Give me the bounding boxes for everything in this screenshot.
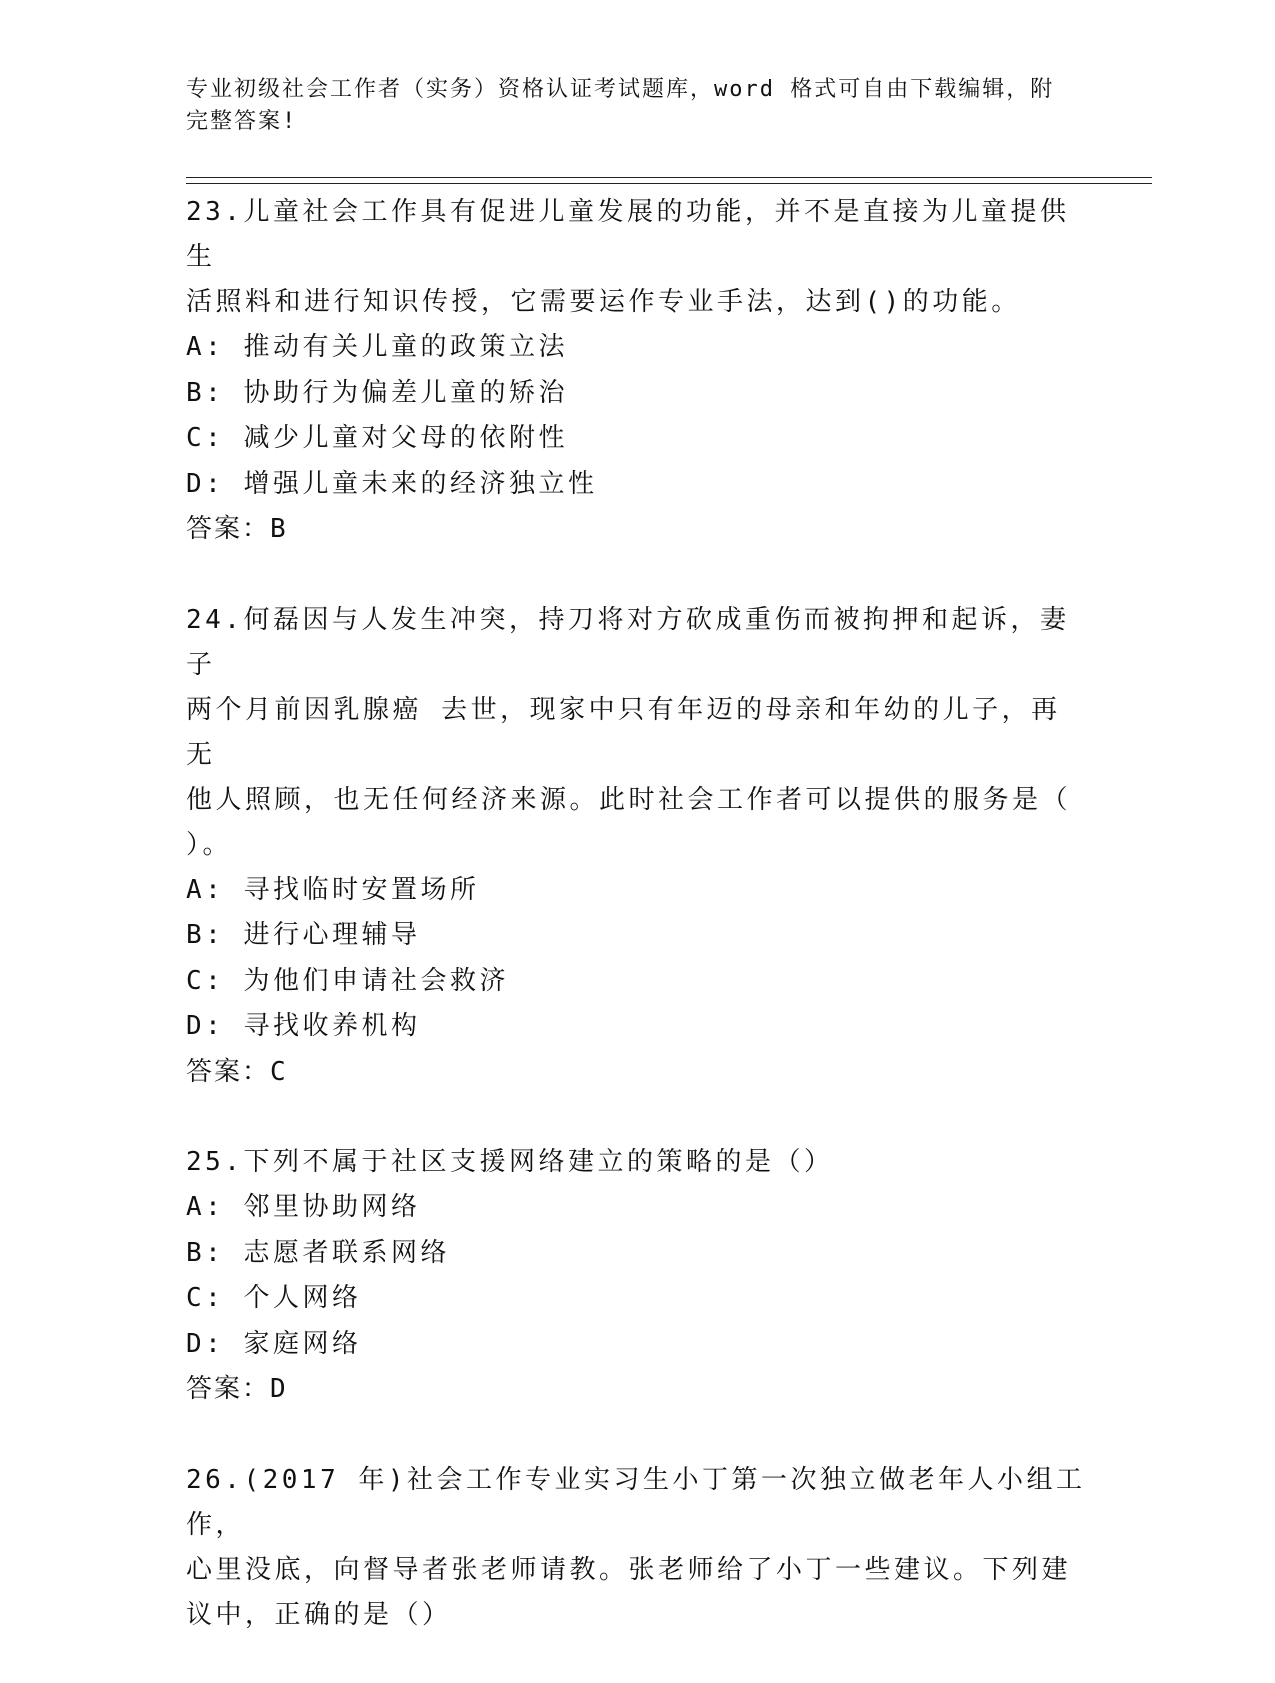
option-d: D: 寻找收养机构: [186, 1011, 421, 1041]
question-stem: [186, 598, 1086, 868]
question-stem: [186, 1458, 1086, 1638]
option-d: D: 增强儿童未来的经济独立性: [186, 468, 598, 499]
question-stem-line: 25.下列不属于社区支援网络建立的策略的是（）: [186, 1147, 834, 1177]
answer-line: 答案：C: [186, 1056, 288, 1087]
option-c: C: 个人网络: [186, 1283, 362, 1313]
question-stem: [186, 190, 1086, 325]
question-stem-line: 议中，正确的是（）: [186, 1599, 452, 1630]
option-b: B: 志愿者联系网络: [186, 1237, 450, 1268]
option-a: A: 推动有关儿童的政策立法: [186, 332, 568, 362]
answer-line: 答案：B: [186, 514, 288, 544]
question-stem-line: 23.儿童社会工作具有促进儿童发展的功能，并不是直接为儿童提供生: [186, 197, 1070, 272]
option-b: B: 进行心理辅导: [186, 920, 421, 950]
question-stem-line: ）。: [186, 829, 233, 860]
question-26: [186, 1458, 1086, 1638]
option-c: C: 为他们申请社会救济: [186, 965, 509, 996]
question-25: [186, 1140, 1086, 1413]
question-24: [186, 598, 1086, 1096]
header-divider-top: [186, 177, 1152, 178]
answer-line: 答案：D: [186, 1374, 288, 1404]
question-stem-line: 他人照顾，也无任何经济来源。此时社会工作者可以提供的服务是（: [186, 784, 1072, 815]
question-stem-line: 26.(2017 年)社会工作专业实习生小丁第一次独立做老年人小组工作，: [186, 1464, 1086, 1540]
question-stem-line: 心里没底，向督导者张老师请教。张老师给了小丁一些建议。下列建: [186, 1554, 1072, 1585]
header-line-2: 完整答案!: [186, 109, 298, 134]
option-d: D: 家庭网络: [186, 1328, 362, 1359]
option-a: A: 邻里协助网络: [186, 1192, 421, 1222]
question-23: [186, 190, 1086, 553]
option-b: B: 协助行为偏差儿童的矫治: [186, 377, 568, 408]
header-line-1: 专业初级社会工作者（实务）资格认证考试题库，word 格式可自由下载编辑，附: [186, 77, 1055, 102]
question-stem-line: 两个月前因乳腺癌 去世，现家中只有年迈的母亲和年幼的儿子，再无: [186, 694, 1061, 770]
document-header: [186, 74, 1066, 138]
option-a: A: 寻找临时安置场所: [186, 874, 480, 905]
question-stem-line: 24.何磊因与人发生冲突，持刀将对方砍成重伤而被拘押和起诉，妻子: [186, 604, 1070, 680]
header-divider-bottom: [186, 183, 1152, 184]
question-stem: [186, 1140, 1086, 1185]
question-stem-line: 活照料和进行知识传授，它需要运作专业手法，达到()的功能。: [186, 287, 1021, 317]
option-c: C: 减少儿童对父母的依附性: [186, 423, 568, 453]
question-list: [186, 190, 1086, 1683]
